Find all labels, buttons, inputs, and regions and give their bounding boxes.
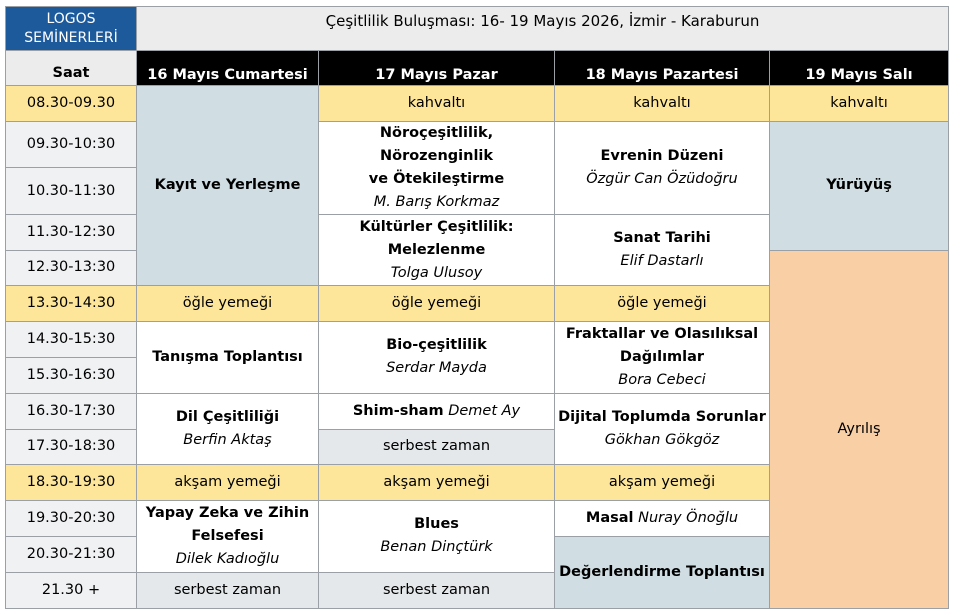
free-time-day2-evening: serbest zaman: [319, 572, 555, 608]
session-neurodiversity: [319, 121, 555, 214]
time-cell: 10.30-11:30: [6, 168, 137, 215]
session-universe: [555, 121, 770, 214]
time-cell: 14.30-15:30: [6, 322, 137, 358]
session-speaker: Bora Cebeci: [618, 371, 706, 388]
session-title: Değerlendirme Toplantısı: [559, 563, 765, 580]
session-title: Sanat Tarihi: [613, 230, 711, 247]
logo-line-2: SEMİNERLERİ: [24, 29, 118, 46]
meal-breakfast-day2: kahvaltı: [319, 86, 555, 122]
logo-line-1: LOGOS: [46, 10, 96, 27]
session-title: Kültürler Çeşitlilik:: [359, 218, 514, 235]
session-speaker: Serdar Mayda: [386, 360, 487, 377]
session-title: ve Ötekileştirme: [368, 170, 505, 187]
session-language-diversity: [137, 393, 319, 465]
session-biodiversity: [319, 322, 555, 394]
session-speaker: Özgür Can Özüdoğru: [586, 170, 738, 187]
page-title: Çeşitlilik Buluşması: 16- 19 Mayıs 2026, İzmir - Karaburun: [137, 7, 949, 51]
meal-breakfast-day4: kahvaltı: [770, 86, 949, 122]
session-art-history: [555, 214, 770, 286]
column-header-day3: 18 Mayıs Pazartesi: [555, 51, 770, 86]
meal-dinner-day1: akşam yemeği: [137, 465, 319, 501]
session-checkin: [137, 86, 319, 286]
session-title: Bio-çeşitlilik: [386, 337, 487, 354]
session-speaker: Gökhan Gökgöz: [604, 432, 720, 449]
time-cell: 11.30-12:30: [6, 214, 137, 250]
session-title: Kayıt ve Yerleşme: [154, 177, 301, 194]
meal-lunch-day3: öğle yemeği: [555, 286, 770, 322]
time-cell: 12.30-13:30: [6, 250, 137, 286]
title-row: [6, 7, 949, 51]
session-blues: [319, 501, 555, 573]
session-cultures: [319, 214, 555, 286]
session-title: Yapay Zeka ve Zihin: [145, 504, 310, 521]
session-title: Nöroçeşitlilik, Nörozenginlik: [379, 124, 494, 164]
session-title: Shim-sham: [352, 402, 444, 419]
meal-dinner-day3: akşam yemeği: [555, 465, 770, 501]
session-title: Ayrılış: [837, 420, 881, 437]
session-title: Tanışma Toplantısı: [152, 348, 303, 365]
session-digital-society: [555, 393, 770, 465]
time-cell: 09.30-10:30: [6, 121, 137, 168]
session-speaker: Demet Ay: [448, 402, 521, 419]
session-speaker: M. Barış Korkmaz: [373, 193, 500, 210]
session-title: Fraktallar ve Olasılıksal: [565, 325, 759, 342]
time-cell: 19.30-20:30: [6, 501, 137, 537]
session-title: Evrenin Düzeni: [600, 147, 724, 164]
session-departure: [770, 250, 949, 608]
session-masal: [555, 501, 770, 537]
session-title: Melezlenme: [387, 241, 486, 258]
time-cell: 21.30 +: [6, 572, 137, 608]
session-speaker: Dilek Kadıoğlu: [175, 550, 280, 567]
time-cell: 13.30-14:30: [6, 286, 137, 322]
session-title: Dijital Toplumda Sorunlar: [558, 409, 766, 426]
session-title: Felsefesi: [191, 527, 264, 544]
table-row: [6, 86, 949, 122]
column-header-day2: 17 Mayıs Pazar: [319, 51, 555, 86]
column-header-time: Saat: [6, 51, 137, 86]
time-cell: 16.30-17:30: [6, 393, 137, 429]
header-row: [6, 51, 949, 86]
session-shim-sham: [319, 393, 555, 429]
session-speaker: Nuray Önoğlu: [638, 510, 739, 527]
time-cell: 08.30-09.30: [6, 86, 137, 122]
session-evaluation: [555, 536, 770, 608]
logo: [6, 7, 137, 51]
meal-lunch-day2: öğle yemeği: [319, 286, 555, 322]
session-intro-meeting: [137, 322, 319, 394]
schedule-table: [5, 6, 949, 609]
meal-dinner-day2: akşam yemeği: [319, 465, 555, 501]
time-cell: 15.30-16:30: [6, 357, 137, 393]
free-time-day1: serbest zaman: [137, 572, 319, 608]
session-speaker: Benan Dinçtürk: [380, 539, 493, 556]
session-title: Masal: [585, 510, 634, 527]
column-header-day4: 19 Mayıs Salı: [770, 51, 949, 86]
free-time-day2: serbest zaman: [319, 429, 555, 465]
session-speaker: Berfin Aktaş: [183, 432, 272, 449]
meal-breakfast-day3: kahvaltı: [555, 86, 770, 122]
session-walk: [770, 121, 949, 250]
session-ai-philosophy: [137, 501, 319, 573]
session-fractals: [555, 322, 770, 394]
session-title: Yürüyüş: [826, 177, 892, 194]
session-speaker: Elif Dastarlı: [620, 253, 704, 270]
meal-lunch-day1: öğle yemeği: [137, 286, 319, 322]
time-cell: 17.30-18:30: [6, 429, 137, 465]
time-cell: 18.30-19:30: [6, 465, 137, 501]
session-title: Blues: [414, 516, 459, 533]
session-title: Dil Çeşitliliği: [175, 409, 280, 426]
column-header-day1: 16 Mayıs Cumartesi: [137, 51, 319, 86]
session-title: Dağılımlar: [619, 348, 705, 365]
session-speaker: Tolga Ulusoy: [390, 264, 483, 281]
time-cell: 20.30-21:30: [6, 536, 137, 572]
